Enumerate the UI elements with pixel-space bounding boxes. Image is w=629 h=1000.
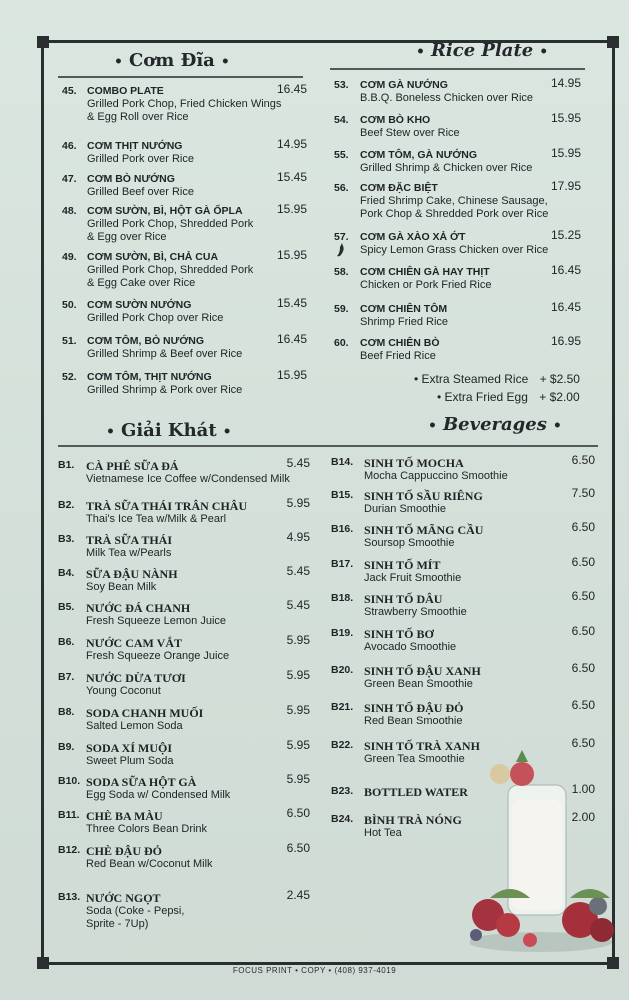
item-number: 49. [62, 251, 77, 263]
item-number: B21. [331, 701, 354, 713]
item-name: SODA CHANH MUỐI [86, 706, 204, 720]
item-description: Milk Tea w/Pearls [86, 547, 172, 559]
item-description: Fresh Squeeze Orange Juice [86, 650, 230, 662]
item-name: SINH TỐ MOCHA [364, 456, 464, 470]
item-description: Soy Bean Milk [86, 581, 157, 593]
item-price: 16.45 [276, 332, 307, 346]
item-number: 55. [334, 149, 349, 161]
item-price: 6.50 [571, 520, 595, 534]
item-description: Egg Soda w/ Condensed Milk [86, 789, 231, 801]
item-price: 15.45 [276, 296, 307, 310]
corner-ornament [37, 36, 49, 48]
item-description: Vietnamese Ice Coffee w/Condensed Milk [86, 473, 290, 485]
item-name: SODA XÍ MUỘI [86, 741, 173, 755]
item-name: NƯỚC NGỌT [86, 891, 161, 905]
item-number: 58. [334, 266, 349, 278]
item-description: Fried Shrimp Cake, Chinese Sausage, Pork Chop & Shredded Pork over Rice [360, 195, 549, 220]
item-number: 50. [62, 299, 77, 311]
item-number: B18. [331, 592, 354, 604]
item-number: B9. [58, 741, 75, 753]
item-description: Mocha Cappuccino Smoothie [364, 470, 508, 482]
item-name: CƠM SƯỜN, BÌ, HỘT GÀ ỐPLA [87, 205, 243, 217]
item-name: SODA SỮA HỘT GÀ [86, 775, 197, 789]
item-name: TRÀ SỮA THÁI [86, 533, 173, 547]
item-number: B20. [331, 664, 354, 676]
item-number: B2. [58, 499, 75, 511]
item-description: Red Bean Smoothie [364, 715, 463, 727]
item-description: Grilled Shrimp & Pork over Rice [87, 384, 243, 396]
item-description: Grilled Pork Chop, Shredded Pork & Egg over Rice [87, 218, 254, 243]
item-price: 15.25 [550, 228, 581, 242]
item-description: Jack Fruit Smoothie [364, 572, 462, 584]
item-name: BÌNH TRÀ NÓNG [364, 813, 462, 827]
item-name: BOTTLED WATER [364, 785, 468, 799]
corner-ornament [607, 36, 619, 48]
item-number: 60. [334, 337, 349, 349]
item-name: SINH TỐ MÍT [364, 558, 441, 572]
item-description: Green Tea Smoothie [364, 753, 465, 765]
item-number: B7. [58, 671, 75, 683]
item-price: 5.45 [286, 564, 310, 578]
section-title-giai-khat: • Giải Khát • [106, 420, 232, 441]
item-name: CHÈ BA MÀU [86, 809, 163, 823]
item-name: CÀ PHÊ SỮA ĐÁ [86, 459, 179, 473]
item-name: COMBO PLATE [87, 85, 164, 97]
item-description: Grilled Pork over Rice [87, 153, 194, 165]
extra-price: + $2.50 [539, 372, 580, 386]
item-description: Chicken or Pork Fried Rice [360, 279, 492, 291]
item-name: CƠM CHIÊN GÀ HAY THỊT [360, 266, 490, 278]
item-price: 5.95 [286, 772, 310, 786]
item-description: Green Bean Smoothie [364, 678, 473, 690]
item-price: 5.95 [286, 738, 310, 752]
item-price: 15.45 [276, 170, 307, 184]
item-description: Grilled Shrimp & Beef over Rice [87, 348, 243, 360]
item-price: 5.45 [286, 456, 310, 470]
printer-footer: FOCUS PRINT • COPY • (408) 937-4019 [232, 966, 397, 975]
item-number: B5. [58, 601, 75, 613]
item-number: B13. [58, 891, 81, 903]
item-price: 6.50 [571, 736, 595, 750]
item-number: 47. [62, 173, 77, 185]
item-description: Strawberry Smoothie [364, 606, 467, 618]
item-name: CƠM TÔM, THỊT NƯỚNG [87, 371, 212, 383]
item-price: 6.50 [571, 698, 595, 712]
item-price: 17.95 [550, 179, 581, 193]
item-number: B4. [58, 567, 75, 579]
item-price: 2.00 [571, 810, 595, 824]
item-price: 5.95 [286, 703, 310, 717]
item-price: 5.45 [286, 598, 310, 612]
item-description: Soda (Coke - Pepsi, Sprite - 7Up) [86, 905, 185, 930]
item-name: NƯỚC DỪA TƯƠI [86, 671, 186, 685]
item-price: 15.95 [550, 111, 581, 125]
item-name: TRÀ SỮA THÁI TRÂN CHÂU [86, 499, 248, 513]
item-price: 6.50 [571, 555, 595, 569]
item-name: SINH TỐ ĐẬU XANH [364, 664, 481, 678]
item-name: NƯỚC ĐÁ CHANH [86, 601, 191, 615]
item-number: 53. [334, 79, 349, 91]
item-price: 6.50 [571, 453, 595, 467]
item-description: B.B.Q. Boneless Chicken over Rice [360, 92, 534, 104]
extra-price: + $2.00 [539, 390, 580, 404]
item-price: 6.50 [571, 589, 595, 603]
item-description: Sweet Plum Soda [86, 755, 174, 767]
item-price: 4.95 [286, 530, 310, 544]
item-price: 2.45 [286, 888, 310, 902]
item-number: 46. [62, 140, 77, 152]
item-number: 52. [62, 371, 77, 383]
item-description: Durian Smoothie [364, 503, 446, 515]
section-title-beverages: • Beverages • [428, 414, 562, 435]
item-number: 54. [334, 114, 349, 126]
item-description: Young Coconut [86, 685, 161, 697]
chili-pepper-icon [336, 243, 345, 257]
item-name: NƯỚC CAM VẮT [86, 636, 182, 650]
item-number: B6. [58, 636, 75, 648]
item-number: B11. [58, 809, 80, 821]
item-description: Grilled Pork Chop, Shredded Pork & Egg Cake over Rice [87, 264, 254, 289]
extra-item [414, 372, 580, 386]
item-price: 15.95 [276, 368, 307, 382]
item-price: 6.50 [571, 624, 595, 638]
item-number: B23. [331, 785, 354, 797]
item-description: Beef Stew over Rice [360, 127, 460, 139]
item-description: Thai's Ice Tea w/Milk & Pearl [86, 513, 227, 525]
section-divider [330, 68, 585, 70]
item-number: B12. [58, 844, 81, 856]
item-description: Three Colors Bean Drink [86, 823, 208, 835]
item-description: Grilled Pork Chop over Rice [87, 312, 224, 324]
item-price: 15.95 [276, 202, 307, 216]
item-description: Red Bean w/Coconut Milk [86, 858, 213, 870]
item-number: B10. [58, 775, 81, 787]
item-name: CHÈ ĐẬU ĐỎ [86, 844, 163, 858]
item-description: Grilled Beef over Rice [87, 186, 194, 198]
item-price: 16.45 [550, 263, 581, 277]
item-name: CƠM GÀ NƯỚNG [360, 79, 448, 91]
item-number: 45. [62, 85, 77, 97]
item-price: 7.50 [571, 486, 595, 500]
item-number: B16. [331, 523, 354, 535]
item-description: Spicy Lemon Grass Chicken over Rice [360, 244, 549, 256]
item-price: 6.50 [286, 806, 310, 820]
item-number: B14. [331, 456, 354, 468]
item-number: 51. [62, 335, 77, 347]
item-name: CƠM THỊT NƯỚNG [87, 140, 183, 152]
item-name: CƠM BÒ KHO [360, 114, 431, 126]
item-description: Avocado Smoothie [364, 641, 457, 653]
item-name: CƠM TÔM, BÒ NƯỚNG [87, 335, 205, 347]
item-name: SINH TỐ TRÀ XANH [364, 739, 480, 753]
item-description: Shrimp Fried Rice [360, 316, 449, 328]
smoothie-illustration [470, 730, 620, 960]
item-number: 48. [62, 205, 77, 217]
item-description: Grilled Pork Chop, Fried Chicken Wings & Egg Roll over Rice [87, 98, 282, 123]
extra-label: • Extra Steamed Rice [414, 372, 529, 386]
item-name: CƠM GÀ XÀO XẢ ỚT [360, 231, 466, 243]
item-name: CƠM CHIÊN BÒ [360, 337, 440, 349]
item-number: B3. [58, 533, 75, 545]
item-price: 16.45 [550, 300, 581, 314]
item-price: 15.95 [276, 248, 307, 262]
item-price: 16.95 [550, 334, 581, 348]
item-number: B19. [331, 627, 354, 639]
item-number: B15. [331, 489, 354, 501]
item-name: SINH TỐ MÃNG CẦU [364, 523, 484, 537]
item-number: B24. [331, 813, 354, 825]
item-name: SINH TỐ DÂU [364, 592, 443, 606]
item-price: 5.95 [286, 496, 310, 510]
item-name: SINH TỐ BƠ [364, 627, 434, 641]
item-name: SỮA ĐẬU NÀNH [86, 567, 178, 581]
item-price: 14.95 [550, 76, 581, 90]
item-price: 5.95 [286, 633, 310, 647]
item-number: 57. [334, 231, 349, 243]
item-description: Salted Lemon Soda [86, 720, 183, 732]
section-title-rice-plate: • Rice Plate • [416, 40, 549, 61]
item-description: Fresh Squeeze Lemon Juice [86, 615, 227, 627]
item-name: CƠM SƯỜN, BÌ, CHẢ CUA [87, 251, 219, 263]
item-name: CƠM BÒ NƯỚNG [87, 173, 175, 185]
item-number: 59. [334, 303, 349, 315]
item-name: CƠM CHIÊN TÔM [360, 303, 448, 315]
item-price: 6.50 [286, 841, 310, 855]
section-divider [58, 76, 303, 78]
item-number: B22. [331, 739, 354, 751]
item-name: CƠM ĐẶC BIỆT [360, 182, 438, 194]
item-price: 1.00 [571, 782, 595, 796]
item-price: 15.95 [550, 146, 581, 160]
item-number: B8. [58, 706, 75, 718]
item-description: Grilled Shrimp & Chicken over Rice [360, 162, 533, 174]
item-number: 56. [334, 182, 349, 194]
item-description: Beef Fried Rice [360, 350, 436, 362]
extra-label: • Extra Fried Egg [437, 390, 528, 404]
extra-item [437, 390, 580, 404]
section-title-com-dia: • Cơm Đĩa • [114, 50, 230, 71]
item-name: SINH TỐ SẦU RIÊNG [364, 489, 483, 503]
item-price: 14.95 [276, 137, 307, 151]
item-name: CƠM SƯỜN NƯỚNG [87, 299, 192, 311]
item-price: 6.50 [571, 661, 595, 675]
item-name: CƠM TÔM, GÀ NƯỚNG [360, 149, 478, 161]
item-description: Hot Tea [364, 827, 402, 839]
item-price: 16.45 [276, 82, 307, 96]
item-name: SINH TỐ ĐẬU ĐỎ [364, 701, 464, 715]
item-number: B17. [331, 558, 354, 570]
item-price: 5.95 [286, 668, 310, 682]
section-divider [58, 445, 598, 447]
item-description: Soursop Smoothie [364, 537, 455, 549]
item-number: B1. [58, 459, 75, 471]
